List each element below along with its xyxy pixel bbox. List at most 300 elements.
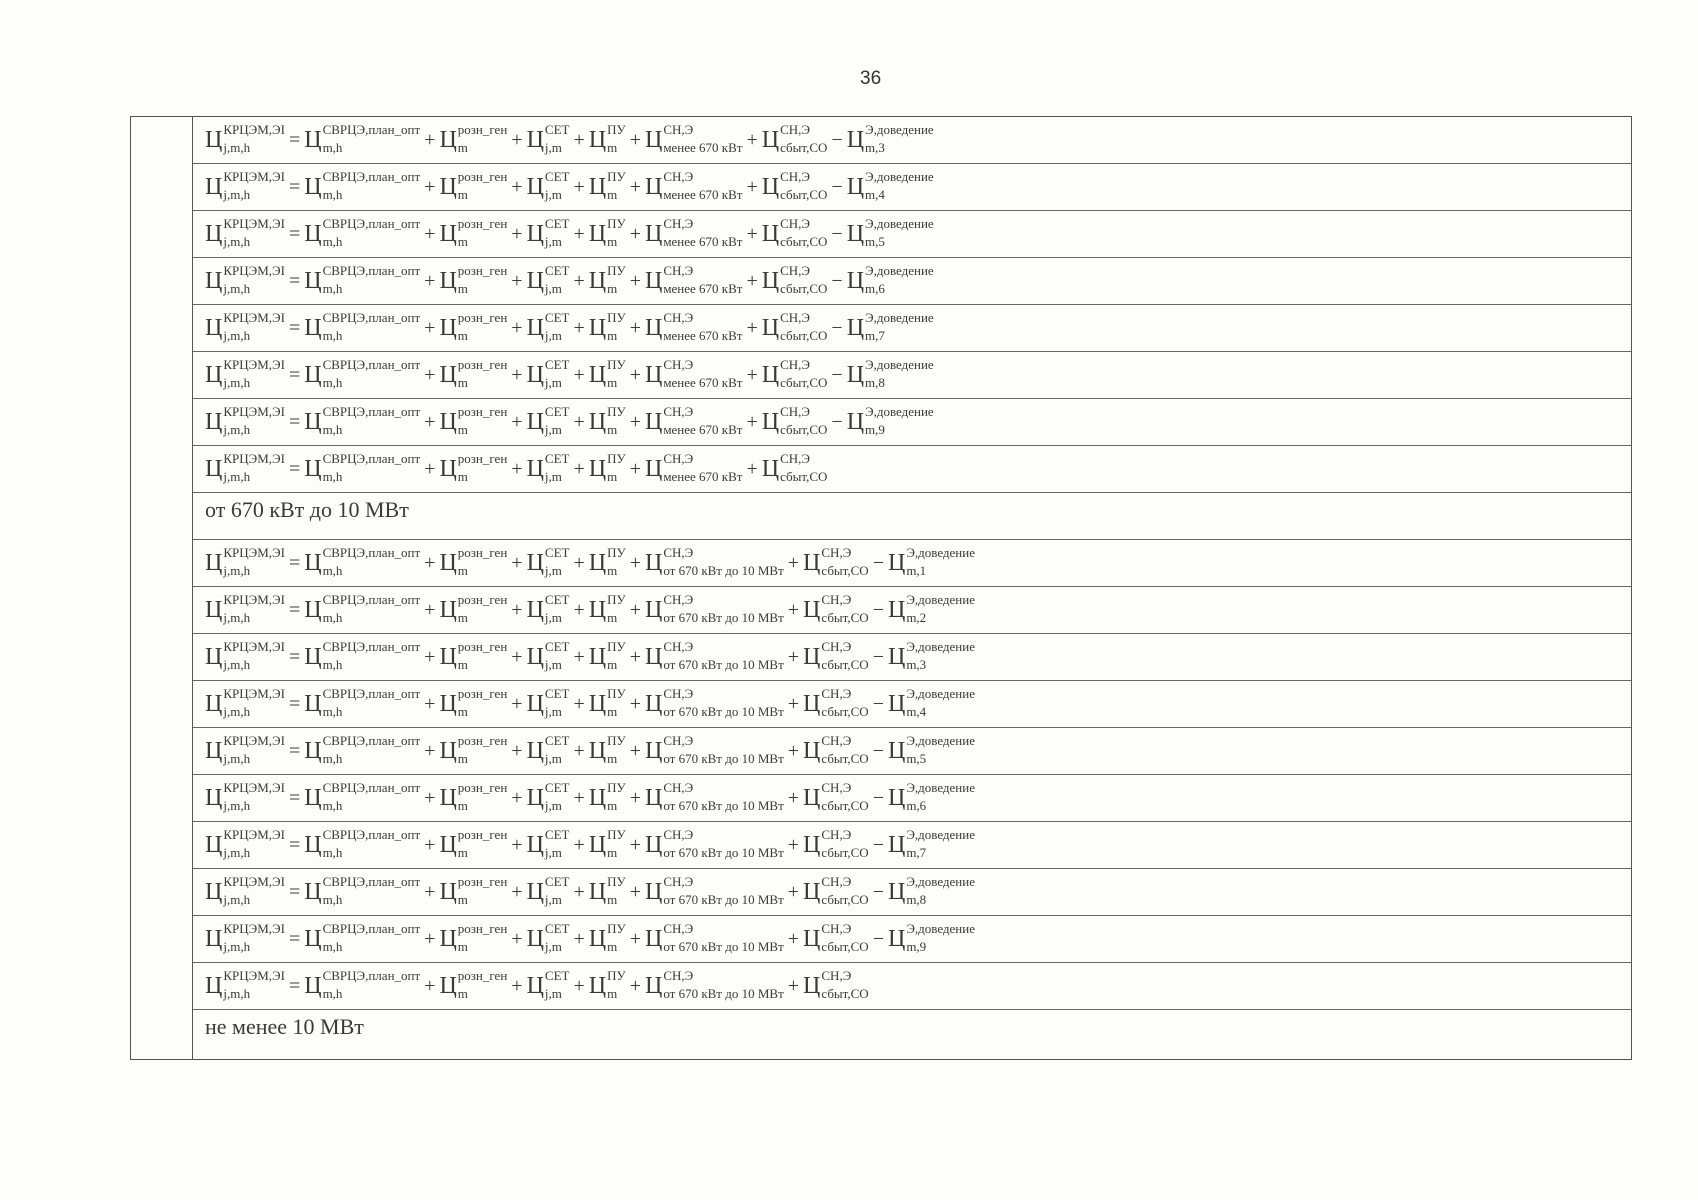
superscript: Э,доведение [865,263,934,279]
adjustment-term [829,404,934,437]
superscript: ПУ [607,733,626,749]
adjustment-term-scripts [865,310,934,343]
superscript: СН,Э [663,639,694,655]
superscript: СВРЦЭ,план_опт [322,545,421,561]
sn-term-scripts [663,780,784,813]
price-symbol: Ц [644,879,663,905]
subscript: от 670 кВт до 10 МВт [663,798,784,813]
subscript: m [607,845,618,860]
price-symbol: Ц [644,315,663,341]
subscript: j,m,h [223,187,251,202]
superscript: розн_ген [457,968,508,984]
adjustment-term [829,357,934,390]
network-term-scripts [544,122,570,155]
price-symbol: Ц [588,315,607,341]
superscript: СВРЦЭ,план_опт [322,827,421,843]
subscript: m [457,939,468,954]
subscript: m,2 [906,610,927,625]
pu-term-scripts [607,733,626,766]
subscript: j,m,h [223,892,251,907]
sales-term-scripts [821,874,869,907]
network-term-scripts [544,686,570,719]
retail-gen-term [422,404,508,437]
formula [205,545,977,578]
superscript: КРЦЭМ,ЭI [223,686,285,702]
subscript: m [607,422,618,437]
lhs-term-scripts [223,686,285,719]
operator: + [573,599,585,621]
adjustment-term-scripts [906,733,975,766]
superscript: ПУ [607,169,626,185]
formula [205,169,936,202]
subscript: m [457,187,468,202]
price-symbol: Ц [304,973,322,999]
operator: + [629,411,641,433]
lhs-term-scripts [223,780,285,813]
superscript: КРЦЭМ,ЭI [223,827,285,843]
price-symbol: Ц [205,268,223,294]
superscript: СВРЦЭ,план_опт [322,169,421,185]
network-term-scripts [544,874,570,907]
plan-opt-term [287,780,421,813]
superscript: розн_ген [457,780,508,796]
superscript: КРЦЭМ,ЭI [223,639,285,655]
subscript: j,m,h [223,328,251,343]
lhs-term-scripts [223,169,285,202]
sn-term [628,451,743,484]
subscript: сбыт,СО [780,187,828,202]
plan-opt-term-scripts [322,780,421,813]
lhs-term [205,310,285,343]
plan-opt-term-scripts [322,733,421,766]
superscript: СН,Э [663,545,694,561]
operator: + [629,176,641,198]
formula-row [193,587,1631,634]
superscript: СН,Э [663,780,694,796]
price-symbol: Ц [526,315,544,341]
lhs-term-scripts [223,357,285,390]
retail-gen-term-scripts [457,357,508,390]
operator: = [288,787,301,809]
formula [205,122,936,155]
sn-term [628,545,784,578]
price-symbol: Ц [205,127,223,153]
operator: + [573,787,585,809]
sn-term [628,921,784,954]
network-term-scripts [544,639,570,672]
price-symbol: Ц [304,926,322,952]
superscript: СН,Э [821,639,852,655]
lhs-term [205,921,285,954]
plan-opt-term-scripts [322,122,421,155]
operator: + [787,740,800,762]
subscript: от 670 кВт до 10 МВт [663,939,784,954]
subscript: m,h [322,657,343,672]
subscript: сбыт,СО [821,986,869,1001]
superscript: розн_ген [457,874,508,890]
superscript: СЕТ [544,169,570,185]
adjustment-term-scripts [906,874,975,907]
pu-term-scripts [607,357,626,390]
sales-term-scripts [821,686,869,719]
superscript: СВРЦЭ,план_опт [322,122,421,138]
subscript: m [607,469,618,484]
sales-term-scripts [780,122,828,155]
superscript: розн_ген [457,169,508,185]
price-symbol: Ц [439,926,457,952]
subscript: m [607,751,618,766]
retail-gen-term-scripts [457,827,508,860]
formula-row [193,869,1631,916]
formula-row [193,446,1631,493]
superscript: СН,Э [780,169,811,185]
price-symbol: Ц [439,409,457,435]
operator: + [424,552,436,574]
subscript: j,m,h [223,422,251,437]
operator: = [288,834,301,856]
network-term [509,592,570,625]
superscript: КРЦЭМ,ЭI [223,545,285,561]
price-symbol: Ц [304,691,322,717]
operator: + [629,787,641,809]
operator: + [573,364,585,386]
operator: + [511,552,523,574]
superscript: СВРЦЭ,план_опт [322,733,421,749]
subscript: m,3 [906,657,927,672]
subscript: m,h [322,892,343,907]
superscript: СН,Э [663,921,694,937]
price-symbol: Ц [588,268,607,294]
operator: + [511,270,523,292]
superscript: Э,доведение [906,874,975,890]
superscript: КРЦЭМ,ЭI [223,310,285,326]
price-symbol: Ц [304,315,322,341]
price-symbol: Ц [887,597,906,623]
operator: + [787,787,800,809]
lhs-term [205,122,285,155]
page-number: 36 [860,68,882,89]
sn-term-scripts [663,216,743,249]
lhs-term-scripts [223,216,285,249]
price-symbol: Ц [439,644,457,670]
operator: = [288,223,301,245]
formula [205,357,936,390]
price-symbol: Ц [846,362,865,388]
subscript: j,m [544,892,562,907]
price-symbol: Ц [205,691,223,717]
superscript: СЕТ [544,780,570,796]
price-symbol: Ц [205,926,223,952]
retail-gen-term-scripts [457,592,508,625]
subscript: m [457,469,468,484]
formula [205,592,977,625]
lhs-term [205,404,285,437]
superscript: Э,доведение [906,733,975,749]
superscript: ПУ [607,592,626,608]
price-symbol: Ц [588,409,607,435]
price-symbol: Ц [205,597,223,623]
plan-opt-term [287,169,421,202]
retail-gen-term [422,968,508,1001]
sn-term-scripts [663,451,743,484]
price-symbol: Ц [526,550,544,576]
sn-term-scripts [663,169,743,202]
lhs-term-scripts [223,733,285,766]
sn-term [628,592,784,625]
adjustment-term-scripts [865,122,934,155]
pu-term-scripts [607,263,626,296]
pu-term [571,216,626,249]
price-symbol: Ц [887,785,906,811]
superscript: КРЦЭМ,ЭI [223,874,285,890]
lhs-term [205,639,285,672]
subscript: m,3 [865,140,885,155]
retail-gen-term [422,122,508,155]
price-symbol: Ц [846,409,865,435]
operator: + [746,317,758,339]
superscript: розн_ген [457,357,508,373]
sales-term [744,122,828,155]
operator: = [288,458,301,480]
price-symbol: Ц [846,268,865,294]
operator: + [629,693,641,715]
operator: + [746,270,758,292]
superscript: КРЦЭМ,ЭI [223,404,285,420]
formula-row [193,399,1631,446]
pu-term-scripts [607,404,626,437]
operator: + [787,693,800,715]
price-symbol: Ц [205,362,223,388]
subscript: m,h [322,845,343,860]
superscript: СН,Э [663,592,694,608]
subscript: от 670 кВт до 10 МВт [663,657,784,672]
pu-term [571,263,626,296]
superscript: КРЦЭМ,ЭI [223,216,285,232]
subscript: j,m [544,187,562,202]
operator: − [831,270,843,292]
price-symbol: Ц [526,268,544,294]
superscript: СН,Э [821,827,852,843]
sales-term [744,263,828,296]
superscript: ПУ [607,921,626,937]
network-term-scripts [544,592,570,625]
lhs-term-scripts [223,827,285,860]
superscript: СВРЦЭ,план_опт [322,874,421,890]
price-symbol: Ц [644,926,663,952]
subscript: j,m [544,422,562,437]
superscript: СН,Э [780,310,811,326]
superscript: СЕТ [544,874,570,890]
retail-gen-term [422,545,508,578]
superscript: КРЦЭМ,ЭI [223,451,285,467]
adjustment-term-scripts [865,404,934,437]
retail-gen-term [422,827,508,860]
sn-term [628,216,743,249]
operator: + [424,458,436,480]
superscript: СН,Э [663,451,694,467]
price-symbol: Ц [887,926,906,952]
operator: + [787,599,800,621]
formula-row [193,117,1631,164]
operator: + [746,364,758,386]
pu-term [571,592,626,625]
superscript: СН,Э [780,404,811,420]
formula-row [193,775,1631,822]
sn-term-scripts [663,404,743,437]
lhs-term-scripts [223,545,285,578]
subscript: m [607,704,618,719]
superscript: ПУ [607,404,626,420]
price-symbol: Ц [644,691,663,717]
operator: + [573,881,585,903]
subscript: m,h [322,798,343,813]
operator: = [288,646,301,668]
sn-term [628,639,784,672]
pu-term-scripts [607,169,626,202]
price-symbol: Ц [526,221,544,247]
price-symbol: Ц [803,691,821,717]
network-term [509,827,570,860]
price-symbol: Ц [304,456,322,482]
subscript: m [607,140,618,155]
retail-gen-term-scripts [457,733,508,766]
operator: = [288,599,301,621]
superscript: СН,Э [821,686,852,702]
superscript: СВРЦЭ,план_опт [322,592,421,608]
sales-term [744,357,828,390]
price-symbol: Ц [205,409,223,435]
operator: + [746,223,758,245]
lhs-term [205,216,285,249]
subscript: m,h [322,140,343,155]
network-term [509,545,570,578]
superscript: КРЦЭМ,ЭI [223,592,285,608]
superscript: СН,Э [663,169,694,185]
lhs-term-scripts [223,874,285,907]
price-symbol: Ц [644,268,663,294]
adjustment-term [829,122,934,155]
plan-opt-term-scripts [322,686,421,719]
subscript: j,m [544,986,562,1001]
subscript: m [457,140,468,155]
superscript: розн_ген [457,451,508,467]
price-symbol: Ц [439,691,457,717]
formula [205,874,977,907]
operator: + [573,129,585,151]
superscript: СЕТ [544,968,570,984]
operator: + [573,176,585,198]
subscript: m [607,281,618,296]
sales-term [786,639,869,672]
superscript: СН,Э [821,968,852,984]
price-symbol: Ц [304,362,322,388]
lhs-term [205,592,285,625]
operator: − [831,364,843,386]
operator: + [787,881,800,903]
operator: + [629,928,641,950]
adjustment-term-scripts [906,780,975,813]
pu-term [571,310,626,343]
operator: = [288,176,301,198]
network-term [509,686,570,719]
price-symbol: Ц [588,456,607,482]
operator: + [511,317,523,339]
operator: + [573,317,585,339]
superscript: СН,Э [663,827,694,843]
price-symbol: Ц [887,644,906,670]
plan-opt-term [287,968,421,1001]
operator: + [573,552,585,574]
operator: + [424,693,436,715]
price-symbol: Ц [439,268,457,294]
superscript: ПУ [607,357,626,373]
superscript: СН,Э [663,404,694,420]
superscript: ПУ [607,968,626,984]
plan-opt-term-scripts [322,404,421,437]
price-symbol: Ц [644,973,663,999]
subscript: m,4 [865,187,885,202]
adjustment-term [871,921,975,954]
plan-opt-term-scripts [322,639,421,672]
pu-term [571,686,626,719]
subscript: менее 670 кВт [663,375,743,390]
adjustment-term-scripts [906,921,975,954]
price-symbol: Ц [304,832,322,858]
price-symbol: Ц [205,221,223,247]
subscript: m,9 [906,939,927,954]
superscript: Э,доведение [865,310,934,326]
price-symbol: Ц [644,644,663,670]
sales-term [786,968,869,1001]
superscript: СН,Э [821,733,852,749]
retail-gen-term [422,780,508,813]
operator: + [629,975,641,997]
price-symbol: Ц [803,785,821,811]
superscript: розн_ген [457,122,508,138]
retail-gen-term [422,733,508,766]
network-term [509,733,570,766]
pu-term [571,874,626,907]
price-symbol: Ц [588,174,607,200]
operator: + [573,223,585,245]
superscript: розн_ген [457,263,508,279]
subscript: от 670 кВт до 10 МВт [663,892,784,907]
superscript: СВРЦЭ,план_опт [322,968,421,984]
sn-term [628,357,743,390]
adjustment-term [871,780,975,813]
sales-term-scripts [780,357,828,390]
operator: + [424,834,436,856]
pu-term [571,451,626,484]
superscript: СН,Э [780,451,811,467]
plan-opt-term [287,686,421,719]
pu-term-scripts [607,921,626,954]
retail-gen-term-scripts [457,639,508,672]
subscript: j,m [544,469,562,484]
retail-gen-term [422,639,508,672]
pu-term [571,921,626,954]
subscript: m [457,422,468,437]
superscript: розн_ген [457,592,508,608]
plan-opt-term [287,545,421,578]
plan-opt-term-scripts [322,310,421,343]
subscript: m,h [322,234,343,249]
operator: = [288,740,301,762]
superscript: СН,Э [780,357,811,373]
sales-term [786,874,869,907]
sales-term [786,733,869,766]
price-symbol: Ц [304,221,322,247]
